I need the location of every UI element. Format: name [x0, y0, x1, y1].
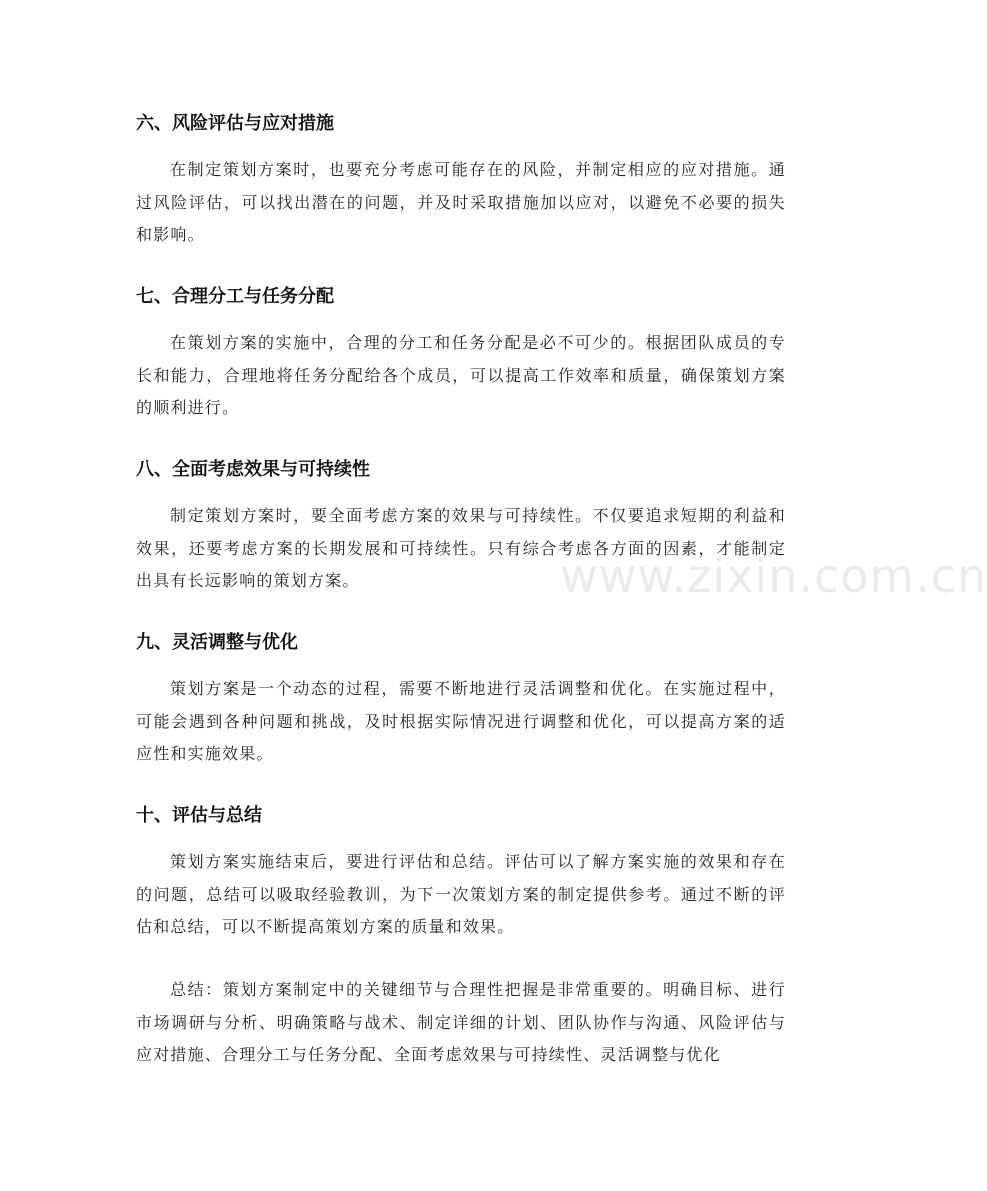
section-heading-adjustment: 九、灵活调整与优化 [136, 632, 298, 653]
summary-paragraph: 总结：策划方案制定中的关键细节与合理性把握是非常重要的。明确目标、进行市场调研与分析、明确策略与战术、制定详细的计划、团队协作与沟通、风险评估与应对措施、合理分工与任务分配、全面考虑效果与可持续性、灵活调整与优化 [136, 980, 786, 1064]
section-heading-evaluation: 十、评估与总结 [136, 805, 262, 826]
section-heading-risk: 六、风险评估与应对措施 [136, 113, 334, 134]
section-paragraph-risk: 在制定策划方案时，也要充分考虑可能存在的风险，并制定相应的应对措施。通过风险评估，可以找出潜在的问题，并及时采取措施加以应对，以避免不必要的损失和影响。 [136, 160, 786, 244]
watermark-text: www.zixin.com.cn [560, 549, 987, 603]
section-paragraph-evaluation: 策划方案实施结束后，要进行评估和总结。评估可以了解方案实施的效果和存在的问题，总结可以吸取经验教训，为下一次策划方案的制定提供参考。通过不断的评估和总结，可以不断提高策划方案的质量和效果。 [136, 852, 786, 936]
section-paragraph-adjustment: 策划方案是一个动态的过程，需要不断地进行灵活调整和优化。在实施过程中，可能会遇到各种问题和挑战，及时根据实际情况进行调整和优化，可以提高方案的适应性和实施效果。 [136, 679, 786, 763]
section-paragraph-sustainability: 制定策划方案时，要全面考虑方案的效果与可持续性。不仅要追求短期的利益和效果，还要考虑方案的长期发展和可持续性。只有综合考虑各方面的因素，才能制定出具有长远影响的策划方案。 [136, 506, 786, 590]
section-paragraph-division: 在策划方案的实施中，合理的分工和任务分配是必不可少的。根据团队成员的专长和能力，合理地将任务分配给各个成员，可以提高工作效率和质量，确保策划方案的顺利进行。 [136, 333, 786, 417]
section-heading-division: 七、合理分工与任务分配 [136, 286, 334, 307]
section-heading-sustainability: 八、全面考虑效果与可持续性 [136, 459, 370, 480]
